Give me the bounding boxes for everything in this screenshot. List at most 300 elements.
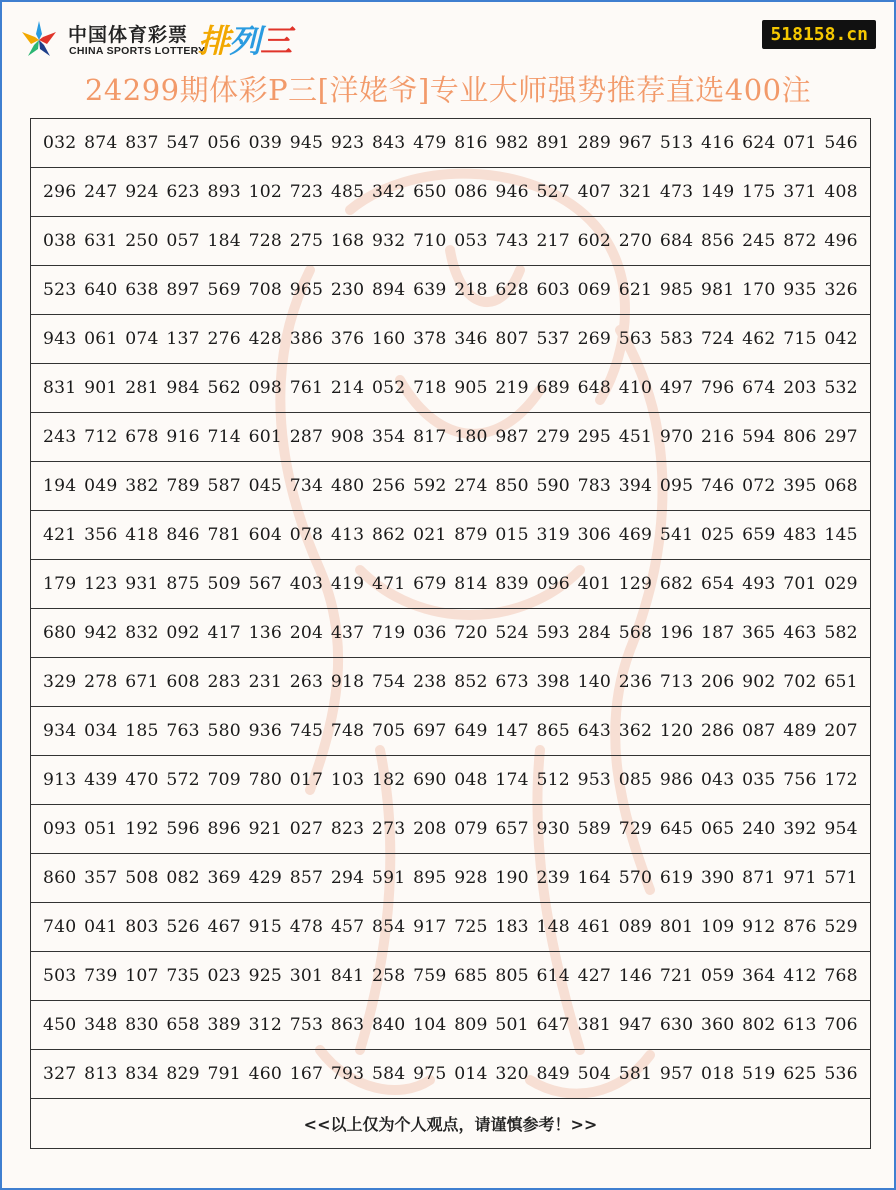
- number-cell: 832: [125, 623, 159, 643]
- number-cell: 457: [330, 917, 365, 937]
- number-cell: 946: [495, 182, 529, 202]
- number-cell: 203: [783, 378, 817, 398]
- number-cell: 796: [701, 378, 735, 398]
- number-cell: 673: [495, 672, 529, 692]
- number-cell: 354: [372, 427, 406, 447]
- number-cell: 872: [783, 231, 817, 251]
- number-cell: 805: [495, 966, 529, 986]
- number-cell: 860: [43, 868, 77, 888]
- table-row: [31, 560, 870, 609]
- number-cell: 571: [824, 868, 858, 888]
- number-cell: 891: [536, 133, 570, 153]
- number-cell: 928: [454, 868, 488, 888]
- number-cell: 568: [618, 623, 653, 643]
- number-cell: 247: [84, 182, 118, 202]
- number-cell: 715: [783, 329, 817, 349]
- number-cell: 489: [783, 721, 817, 741]
- number-cell: 831: [43, 378, 77, 398]
- number-cell: 460: [248, 1064, 283, 1084]
- number-cell: 740: [43, 917, 77, 937]
- number-cell: 587: [207, 476, 241, 496]
- table-row: [31, 707, 870, 756]
- number-cell: 719: [372, 623, 406, 643]
- number-cell: 894: [372, 280, 406, 300]
- number-cell: 594: [742, 427, 776, 447]
- number-cell: 809: [454, 1015, 488, 1035]
- number-cell: 023: [207, 966, 241, 986]
- number-cell: 364: [742, 966, 776, 986]
- number-cell: 051: [84, 819, 118, 839]
- number-cell: 639: [413, 280, 447, 300]
- number-cell: 039: [248, 133, 283, 153]
- number-cell: 839: [495, 574, 529, 594]
- number-cell: 965: [289, 280, 324, 300]
- number-cell: 295: [577, 427, 612, 447]
- number-cell: 473: [659, 182, 694, 202]
- number-cell: 967: [618, 133, 653, 153]
- number-cell: 895: [413, 868, 447, 888]
- number-cell: 768: [824, 966, 858, 986]
- number-cell: 179: [43, 574, 77, 594]
- number-cell: 834: [125, 1064, 159, 1084]
- number-cell: 218: [454, 280, 488, 300]
- table-row: [31, 609, 870, 658]
- number-cell: 146: [618, 966, 653, 986]
- number-cell: 145: [824, 525, 858, 545]
- number-cell: 208: [413, 819, 447, 839]
- number-cell: 791: [207, 1064, 241, 1084]
- number-cell: 263: [289, 672, 324, 692]
- number-cell: 589: [577, 819, 612, 839]
- number-cell: 674: [742, 378, 776, 398]
- number-cell: 185: [125, 721, 159, 741]
- number-cell: 971: [783, 868, 817, 888]
- number-cell: 942: [84, 623, 118, 643]
- number-cell: 572: [166, 770, 200, 790]
- number-cell: 175: [742, 182, 776, 202]
- number-cell: 934: [43, 721, 77, 741]
- number-cell: 912: [742, 917, 776, 937]
- number-cell: 945: [289, 133, 324, 153]
- number-cell: 072: [742, 476, 776, 496]
- logo-english-text: CHINA SPORTS LOTTERY: [69, 45, 206, 57]
- number-cell: 583: [659, 329, 694, 349]
- number-cell: 086: [454, 182, 488, 202]
- number-cell: 284: [577, 623, 612, 643]
- number-cell: 015: [495, 525, 529, 545]
- number-cell: 761: [289, 378, 324, 398]
- number-cell: 512: [536, 770, 570, 790]
- number-cell: 671: [125, 672, 159, 692]
- number-cell: 403: [289, 574, 324, 594]
- game-name-char-3: 三: [260, 22, 292, 60]
- number-cell: 279: [536, 427, 570, 447]
- number-cell: 029: [824, 574, 858, 594]
- number-cell: 780: [248, 770, 283, 790]
- number-cell: 164: [577, 868, 612, 888]
- table-row: [31, 1001, 870, 1050]
- number-cell: 109: [701, 917, 735, 937]
- number-cell: 408: [824, 182, 858, 202]
- number-cell: 187: [701, 623, 735, 643]
- number-cell: 689: [536, 378, 570, 398]
- number-cell: 190: [495, 868, 529, 888]
- number-cell: 371: [783, 182, 817, 202]
- number-cell: 378: [413, 329, 447, 349]
- number-cell: 493: [742, 574, 776, 594]
- number-cell: 593: [536, 623, 570, 643]
- table-row: [31, 168, 870, 217]
- number-cell: 421: [43, 525, 77, 545]
- number-cell: 837: [125, 133, 159, 153]
- number-cell: 021: [413, 525, 447, 545]
- disclaimer-footer: <<以上仅为个人观点，请谨慎参考！>>: [31, 1099, 870, 1149]
- number-cell: 816: [454, 133, 488, 153]
- table-row: [31, 658, 870, 707]
- number-cell: 628: [495, 280, 529, 300]
- number-cell: 947: [618, 1015, 653, 1035]
- number-cell: 924: [125, 182, 159, 202]
- number-cell: 140: [577, 672, 612, 692]
- number-cell: 602: [577, 231, 612, 251]
- number-cell: 283: [207, 672, 241, 692]
- number-cell: 412: [783, 966, 817, 986]
- number-cell: 854: [372, 917, 406, 937]
- number-cell: 743: [495, 231, 529, 251]
- number-cell: 601: [248, 427, 283, 447]
- number-cell: 527: [536, 182, 570, 202]
- number-cell: 389: [207, 1015, 241, 1035]
- number-cell: 690: [413, 770, 447, 790]
- number-cell: 281: [125, 378, 159, 398]
- number-cell: 863: [330, 1015, 365, 1035]
- number-cell: 394: [618, 476, 653, 496]
- number-cell: 319: [536, 525, 570, 545]
- number-cell: 061: [84, 329, 118, 349]
- number-cell: 243: [43, 427, 77, 447]
- number-cell: 985: [659, 280, 694, 300]
- number-cell: 970: [659, 427, 694, 447]
- number-cell: 850: [495, 476, 529, 496]
- number-cell: 014: [454, 1064, 488, 1084]
- site-domain-badge[interactable]: 518158.cn: [762, 20, 876, 49]
- number-cell: 078: [289, 525, 324, 545]
- number-cell: 682: [659, 574, 694, 594]
- number-cell: 429: [248, 868, 283, 888]
- number-cell: 357: [84, 868, 118, 888]
- number-cell: 546: [824, 133, 858, 153]
- number-cell: 365: [742, 623, 776, 643]
- number-cell: 462: [742, 329, 776, 349]
- number-cell: 056: [207, 133, 241, 153]
- number-cell: 027: [289, 819, 324, 839]
- number-cell: 043: [701, 770, 735, 790]
- number-cell: 659: [742, 525, 776, 545]
- number-cell: 275: [289, 231, 324, 251]
- number-cell: 590: [536, 476, 570, 496]
- number-cell: 236: [618, 672, 653, 692]
- number-cell: 753: [289, 1015, 324, 1035]
- number-cell: 182: [372, 770, 406, 790]
- number-cell: 624: [742, 133, 776, 153]
- table-row: [31, 315, 870, 364]
- number-cell: 908: [330, 427, 365, 447]
- number-cell: 735: [166, 966, 200, 986]
- number-cell: 480: [330, 476, 365, 496]
- number-cell: 931: [125, 574, 159, 594]
- numbers-table: [30, 118, 871, 1149]
- number-cell: 184: [207, 231, 241, 251]
- number-cell: 705: [372, 721, 406, 741]
- number-cell: 107: [125, 966, 159, 986]
- number-cell: 483: [783, 525, 817, 545]
- number-cell: 756: [783, 770, 817, 790]
- number-cell: 953: [577, 770, 612, 790]
- number-cell: 729: [618, 819, 653, 839]
- number-cell: 623: [166, 182, 200, 202]
- number-cell: 103: [330, 770, 365, 790]
- number-cell: 329: [43, 672, 77, 692]
- number-cell: 478: [289, 917, 324, 937]
- number-cell: 982: [495, 133, 529, 153]
- table-row: [31, 903, 870, 952]
- number-cell: 807: [495, 329, 529, 349]
- number-cell: 724: [701, 329, 735, 349]
- number-cell: 536: [824, 1064, 858, 1084]
- number-cell: 508: [125, 868, 159, 888]
- number-cell: 194: [43, 476, 77, 496]
- number-cell: 829: [166, 1064, 200, 1084]
- number-cell: 657: [495, 819, 529, 839]
- table-row: [31, 952, 870, 1001]
- number-cell: 238: [413, 672, 447, 692]
- number-cell: 936: [248, 721, 283, 741]
- number-cell: 306: [577, 525, 612, 545]
- number-cell: 614: [536, 966, 570, 986]
- number-cell: 183: [495, 917, 529, 937]
- number-cell: 723: [289, 182, 324, 202]
- number-cell: 840: [372, 1015, 406, 1035]
- number-cell: 596: [166, 819, 200, 839]
- number-cell: 734: [289, 476, 324, 496]
- number-cell: 496: [824, 231, 858, 251]
- number-cell: 630: [659, 1015, 694, 1035]
- number-cell: 759: [413, 966, 447, 986]
- number-cell: 362: [618, 721, 653, 741]
- number-cell: 401: [577, 574, 612, 594]
- game-name-char-2: 列: [229, 22, 261, 60]
- number-cell: 437: [330, 623, 365, 643]
- number-cell: 897: [166, 280, 200, 300]
- number-cell: 286: [701, 721, 735, 741]
- number-cell: 567: [248, 574, 283, 594]
- table-row: [31, 364, 870, 413]
- number-cell: 410: [618, 378, 653, 398]
- number-cell: 312: [248, 1015, 283, 1035]
- number-cell: 801: [659, 917, 694, 937]
- number-cell: 714: [207, 427, 241, 447]
- game-name-logo: [198, 16, 291, 62]
- number-cell: 569: [207, 280, 241, 300]
- number-cell: 701: [783, 574, 817, 594]
- number-cell: 301: [289, 966, 324, 986]
- number-cell: 813: [84, 1064, 118, 1084]
- number-cell: 915: [248, 917, 283, 937]
- number-cell: 382: [125, 476, 159, 496]
- number-cell: 296: [43, 182, 77, 202]
- number-cell: 376: [330, 329, 365, 349]
- number-cell: 087: [742, 721, 776, 741]
- number-cell: 852: [454, 672, 488, 692]
- number-cell: 206: [701, 672, 735, 692]
- number-cell: 196: [659, 623, 694, 643]
- number-cell: 342: [372, 182, 406, 202]
- number-cell: 485: [330, 182, 365, 202]
- number-cell: 984: [166, 378, 200, 398]
- number-cell: 297: [824, 427, 858, 447]
- number-cell: 925: [248, 966, 283, 986]
- number-cell: 042: [824, 329, 858, 349]
- number-cell: 802: [742, 1015, 776, 1035]
- number-cell: 321: [618, 182, 653, 202]
- number-cell: 245: [742, 231, 776, 251]
- number-cell: 471: [372, 574, 406, 594]
- number-cell: 857: [289, 868, 324, 888]
- number-cell: 068: [824, 476, 858, 496]
- number-cell: 987: [495, 427, 529, 447]
- number-cell: 360: [701, 1015, 735, 1035]
- number-cell: 871: [742, 868, 776, 888]
- number-cell: 748: [330, 721, 365, 741]
- number-cell: 721: [659, 966, 694, 986]
- number-cell: 167: [289, 1064, 324, 1084]
- number-cell: 258: [372, 966, 406, 986]
- number-cell: 562: [207, 378, 241, 398]
- table-row: [31, 1050, 870, 1099]
- number-cell: 137: [166, 329, 200, 349]
- number-cell: 287: [289, 427, 324, 447]
- number-cell: 346: [454, 329, 488, 349]
- number-cell: 913: [43, 770, 77, 790]
- number-cell: 513: [659, 133, 694, 153]
- number-cell: 369: [207, 868, 241, 888]
- number-cell: 526: [166, 917, 200, 937]
- number-cell: 356: [84, 525, 118, 545]
- number-cell: 584: [372, 1064, 406, 1084]
- number-cell: 862: [372, 525, 406, 545]
- number-cell: 921: [248, 819, 283, 839]
- number-cell: 806: [783, 427, 817, 447]
- game-name-char-1: 排: [198, 22, 230, 60]
- number-cell: 532: [824, 378, 858, 398]
- number-cell: 613: [783, 1015, 817, 1035]
- number-cell: 059: [701, 966, 735, 986]
- number-cell: 923: [330, 133, 365, 153]
- number-cell: 843: [372, 133, 406, 153]
- number-cell: 079: [454, 819, 488, 839]
- number-cell: 390: [701, 868, 735, 888]
- number-cell: 085: [618, 770, 653, 790]
- number-cell: 098: [248, 378, 283, 398]
- number-cell: 392: [783, 819, 817, 839]
- number-cell: 104: [413, 1015, 447, 1035]
- number-cell: 036: [413, 623, 447, 643]
- number-cell: 025: [701, 525, 735, 545]
- number-cell: 608: [166, 672, 200, 692]
- number-cell: 930: [536, 819, 570, 839]
- number-cell: 470: [125, 770, 159, 790]
- number-cell: 745: [289, 721, 324, 741]
- number-cell: 876: [783, 917, 817, 937]
- number-cell: 649: [454, 721, 488, 741]
- number-cell: 089: [618, 917, 653, 937]
- number-cell: 398: [536, 672, 570, 692]
- number-cell: 902: [742, 672, 776, 692]
- number-cell: 136: [248, 623, 283, 643]
- number-cell: 439: [84, 770, 118, 790]
- table-row: [31, 511, 870, 560]
- number-cell: 680: [43, 623, 77, 643]
- number-cell: 326: [824, 280, 858, 300]
- number-cell: 685: [454, 966, 488, 986]
- number-cell: 052: [372, 378, 406, 398]
- number-cell: 469: [618, 525, 653, 545]
- number-cell: 503: [43, 966, 77, 986]
- number-cell: 580: [207, 721, 241, 741]
- number-cell: 679: [413, 574, 447, 594]
- number-cell: 231: [248, 672, 283, 692]
- number-cell: 240: [742, 819, 776, 839]
- number-cell: 017: [289, 770, 324, 790]
- number-cell: 192: [125, 819, 159, 839]
- number-cell: 823: [330, 819, 365, 839]
- number-cell: 678: [125, 427, 159, 447]
- number-cell: 746: [701, 476, 735, 496]
- number-cell: 413: [330, 525, 365, 545]
- number-cell: 278: [84, 672, 118, 692]
- number-cell: 419: [330, 574, 365, 594]
- number-cell: 096: [536, 574, 570, 594]
- number-cell: 519: [742, 1064, 776, 1084]
- number-cell: 035: [742, 770, 776, 790]
- number-cell: 057: [166, 231, 200, 251]
- number-cell: 270: [618, 231, 653, 251]
- number-cell: 935: [783, 280, 817, 300]
- number-cell: 214: [330, 378, 365, 398]
- number-cell: 718: [413, 378, 447, 398]
- number-cell: 294: [330, 868, 365, 888]
- number-cell: 479: [413, 133, 447, 153]
- number-cell: 702: [783, 672, 817, 692]
- number-cell: 581: [618, 1064, 653, 1084]
- table-row: [31, 854, 870, 903]
- number-cell: 095: [659, 476, 694, 496]
- number-cell: 954: [824, 819, 858, 839]
- number-cell: 219: [495, 378, 529, 398]
- number-cell: 957: [659, 1064, 694, 1084]
- number-cell: 789: [166, 476, 200, 496]
- number-cell: 728: [248, 231, 283, 251]
- number-cell: 720: [454, 623, 488, 643]
- number-cell: 875: [166, 574, 200, 594]
- number-cell: 180: [454, 427, 488, 447]
- number-cell: 650: [413, 182, 447, 202]
- number-cell: 943: [43, 329, 77, 349]
- number-cell: 879: [454, 525, 488, 545]
- number-cell: 204: [289, 623, 324, 643]
- number-cell: 093: [43, 819, 77, 839]
- number-cell: 276: [207, 329, 241, 349]
